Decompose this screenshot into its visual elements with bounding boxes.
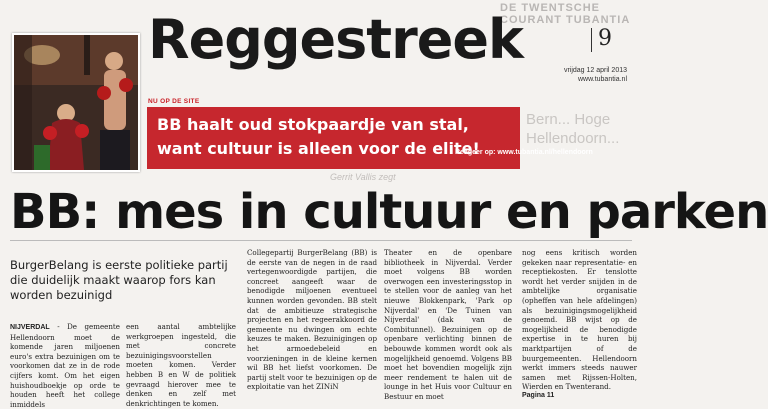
banner-tag: NU OP DE SITE [148,98,200,105]
headline-rule [10,240,632,241]
article-column-4: Theater en de openbare bibliotheek in Nijverdal. Verder moet volgens BB worden overwogen een investeringsstop in te stellen voor de aanleg van het nieuwe Blokkenpark, 'Park op Nijverdal' en 'De Tuinen van Nijverdal' (dak van de Combitunnel). Bezuinigen op de openbare verlichting binnen de bebouwde kommen wordt ook als mogelijkheid genoemd. Volgens BB moet het bovendien mogelijk zijn meer rendement te halen uit de lounge in het Huis voor Cultuur en Bestuur en moet [384,248,512,401]
boxing-photo [12,33,140,172]
article-headline: BB: mes in cultuur en parken [10,184,768,240]
website-url: www.tubantia.nl [577,76,627,83]
section-title: Reggestreek [148,8,523,71]
issue-date: vrijdag 12 april 2013 [563,67,627,74]
page-number-divider [591,28,592,52]
article-column-5: nog eens kritisch worden gekeken naar representatie- en receptiekosten. Er tenslotte wordt het verder snijden in de ambtelijke organisatie (opheffen van hele afdelingen) als bezuinigingsmogelijkheid genoemd. BB wijst op de mogelijkheid de benodigde expertise in te huren bij marktpartijen of de buurgemeenten. Hellendoorn werkt immers steeds nauwer samen met Rijssen-Holten, Wierden en Twenterand. [522,248,637,392]
column-1-text: - De gemeente Hellendoorn moet de komende jaren miljoenen euro's extra bezuinigen om te voorkomen dat ze in de rode cijfers komt. Om het eigen huishoudboekje op orde te houden heeft het college inmiddels [10,322,120,409]
banner-react-link[interactable]: Reageer op: www.tubantia.nl/hellendoorn [455,149,593,156]
bleed-through-caption: Gerrit Vallis zegt [330,172,396,182]
page-reference: Pagina 11 [522,392,555,399]
ghost-brand-text: DE TWENTSCHE COURANT TUBANTIA [500,2,631,26]
article-column-2: een aantal ambtelijke werkgroepen ingesteld, die met concrete bezuinigingsvoorstellen moeten komen. Verder hebben B en W de politiek gevraagd hierover mee te denken en zelf met denkrichtingen te komen. [126,322,236,408]
article-column-3: Collegepartij BurgerBelang (BB) is de eerste van de negen in de raad vertegenwoordigde partijen, die concreet aangeeft waar de benodigde miljoenen eventueel kunnen worden gevonden. BB stelt dat de ambitieuze strategische projecten en het regeerakkoord de gemeente nu dwingen om echte keuzes te maken. Bezuinigingen op het armoedebeleid en voorzieningen in de kleine kernen wil BB het liefst voorkomen. De partij stelt voor te bezuinigen op de exploitatie van het ZINiN [247,248,377,392]
dateline [547,66,627,84]
banner-headline: BB haalt oud stokpaardje van stal, want cultuur is alleen voor de elite! [157,115,480,158]
article-intro: BurgerBelang is eerste politieke partij die duidelijk maakt waarop fors kan worden bezuinigd [10,258,228,302]
bleed-through-text: Bern... Hoge Hellendoorn... [526,111,620,147]
page-number: 9 [598,26,612,51]
article-column-1 [10,322,120,409]
dateline-place: NIJVERDAL [10,324,50,331]
